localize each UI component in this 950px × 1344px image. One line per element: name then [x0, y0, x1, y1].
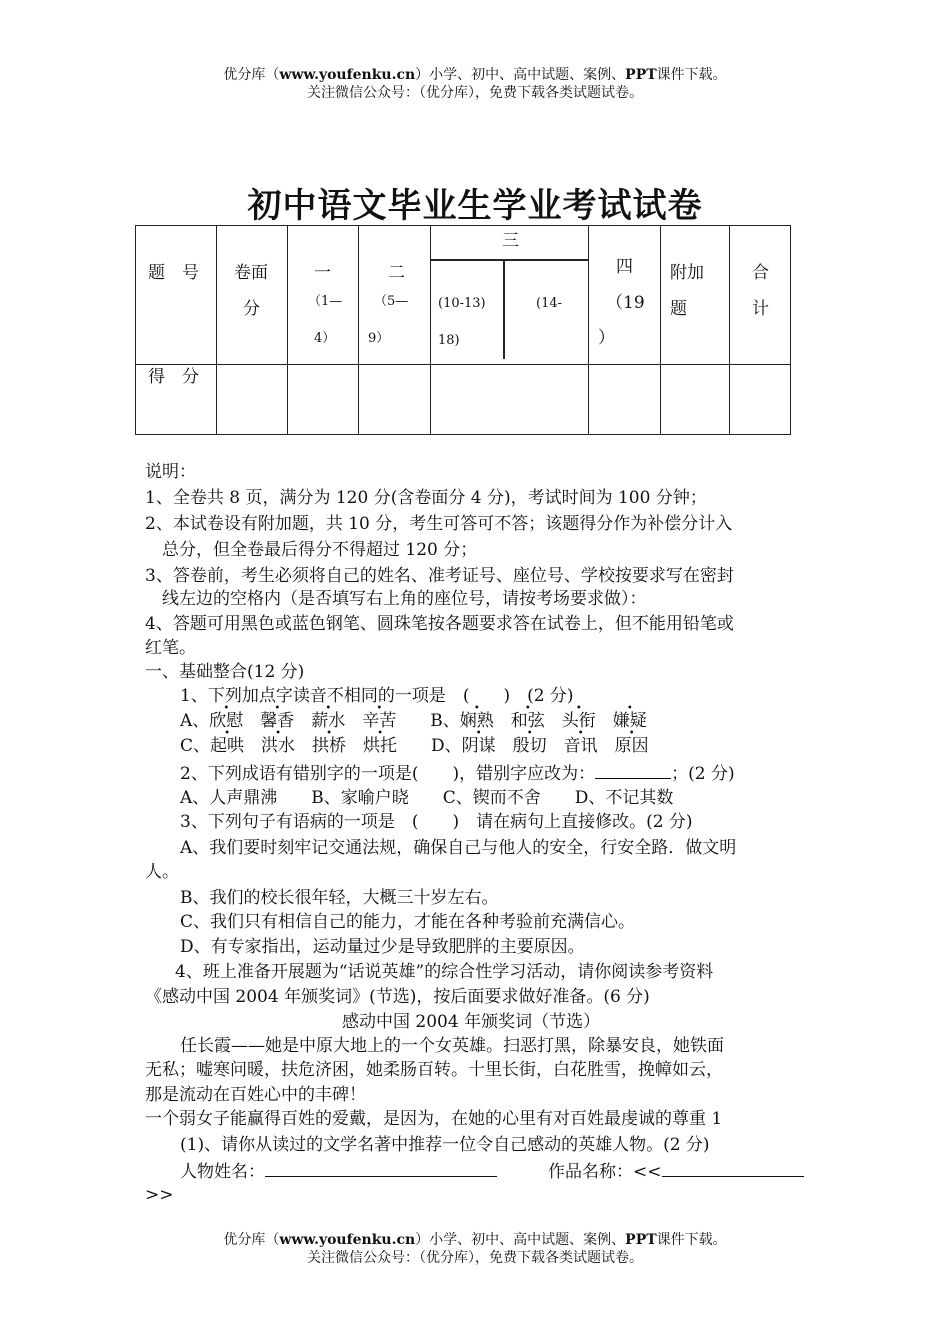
- q1-options-cd: [180, 734, 649, 758]
- col-heji-1: 合: [752, 263, 769, 283]
- option-word: 辛苦: [362, 711, 397, 731]
- footer-site: www.youfenku.cn: [279, 1232, 416, 1248]
- q3-option-d: D、有专家指出，运动量过少是导致肥胖的主要原因。: [180, 937, 585, 957]
- note-4a: 4、答题可用黑色或蓝色钢笔、圆珠笔按各题要求答在试卷上，但不能用铅笔或: [145, 614, 734, 634]
- header-suffix: ）小学、初中、高中试题、案例、: [415, 67, 626, 83]
- col-fujia-2: 题: [670, 299, 687, 319]
- question-4-1: (1)、请你从读过的文学名著中推荐一位令自己感动的英雄人物。(2 分): [180, 1135, 710, 1155]
- header-ppt: PPT: [625, 67, 657, 83]
- header-end: 课件下载。: [656, 67, 727, 83]
- question-4-line-2: 《感动中国 2004 年颁奖词》(节选)，按后面要求做好准备。(6 分): [145, 987, 650, 1007]
- option-word: 殷切: [512, 736, 547, 756]
- footer-suffix: ）小学、初中、高中试题、案例、: [415, 1232, 626, 1248]
- note-2a: 2、本试卷设有附加题，共 10 分，考生可答可不答；该题得分作为补偿分计入: [145, 514, 733, 534]
- option-word: 欣慰: [209, 711, 244, 731]
- option-word: 馨香: [260, 711, 295, 731]
- question-2-text: 2、下列成语有错别字的一项是( )，错别字应改为：: [180, 764, 596, 784]
- work-end: >>: [145, 1185, 174, 1205]
- page-title: 初中语文毕业生学业考试试卷: [247, 186, 703, 226]
- option-word: 起哄: [210, 736, 245, 756]
- col-heji-2: 计: [752, 299, 769, 319]
- option-word: 嫌疑: [612, 711, 647, 731]
- passage-line-3: 那是流动在百姓心中的丰碑！: [145, 1085, 366, 1105]
- option-word: 洪水: [261, 736, 296, 756]
- option-label: C、: [180, 736, 211, 756]
- header-line-2: 关注微信公众号：（优分库），免费下载各类试题试卷。: [307, 85, 643, 101]
- q3-option-a-2: 人。: [145, 862, 179, 882]
- note-4b: 红笔。: [145, 638, 196, 658]
- question-1: 1、下列加点字读音不相同的一项是 ( ) (2 分): [180, 686, 574, 706]
- passage-line-1: 任长霞——她是中原大地上的一个女英雄。扫恶打黑，除暴安良，她铁面: [180, 1036, 724, 1056]
- answer-row: [180, 1158, 804, 1184]
- question-3: 3、下列句子有语病的一项是 ( ) 请在病句上直接修改。(2 分): [180, 812, 693, 832]
- col-one-range-1: （1—: [308, 294, 343, 309]
- page-header: [0, 66, 950, 102]
- col-four: 四: [616, 257, 633, 277]
- option-word: 拱桥: [312, 736, 347, 756]
- score-table: [135, 225, 791, 435]
- option-label: A、: [180, 711, 210, 731]
- note-2b: 总分，但全卷最后得分不得超过 120 分；: [162, 540, 478, 560]
- option-word: 和弦: [510, 711, 545, 731]
- col-four-range-1: （19: [606, 293, 645, 313]
- option-label: B、: [430, 711, 460, 731]
- option: A、人声鼎沸: [180, 788, 278, 808]
- row-score-label: 得 分: [148, 367, 199, 387]
- footer-line-1: [0, 1231, 950, 1249]
- footer-end: 课件下载。: [656, 1232, 727, 1248]
- footer-ppt: PPT: [625, 1232, 657, 1248]
- note-3b: 线左边的空格内（是否填写右上角的座位号，请按考场要求做）：: [162, 589, 647, 609]
- option-label: D、: [431, 736, 462, 756]
- option: D、不记其数: [574, 788, 674, 808]
- col-two: 二: [388, 263, 405, 283]
- option-word: 音讯: [563, 736, 598, 756]
- instructions-heading: 说明：: [145, 462, 196, 482]
- option: B、家喻户晓: [311, 788, 409, 808]
- page-footer: [0, 1231, 950, 1267]
- passage-title: 感动中国 2004 年颁奖词（节选）: [342, 1012, 601, 1032]
- col-four-range-2: ）: [598, 328, 615, 348]
- header-site: www.youfenku.cn: [279, 67, 416, 83]
- section-1-heading: 一、基础整合(12 分): [145, 662, 305, 682]
- col-juanmian-2: 分: [243, 299, 260, 319]
- col-three-a-1: (10-13): [438, 296, 486, 311]
- header-line-1: [0, 66, 950, 84]
- col-fujia-1: 附加: [670, 263, 704, 283]
- q3-option-a-1: A、我们要时刻牢记交通法规，确保自己与他人的安全，行安全路．做文明: [180, 838, 737, 858]
- option-word: 原因: [614, 736, 649, 756]
- footer-prefix: 优分库（: [223, 1232, 280, 1248]
- passage-line-2: 无私；嘘寒问暖，扶危济困，她柔肠百转。十里长街，白花胜雪，挽幛如云，: [145, 1060, 723, 1080]
- option-word: 娴熟: [459, 711, 494, 731]
- q2-options: [180, 786, 673, 810]
- footer-line-2: 关注微信公众号：（优分库），免费下载各类试题试卷。: [307, 1250, 643, 1266]
- option-word: 阴谋: [461, 736, 496, 756]
- name-blank[interactable]: [265, 1158, 497, 1177]
- col-three-b: (14-: [536, 296, 563, 311]
- work-blank[interactable]: [662, 1158, 804, 1177]
- option-word: 薪水: [311, 711, 346, 731]
- work-label: 作品名称：<<: [548, 1162, 662, 1182]
- col-juanmian-1: 卷面: [234, 263, 268, 283]
- header-prefix: 优分库（: [223, 67, 280, 83]
- q3-option-b: B、我们的校长很年轻，大概三十岁左右。: [180, 888, 499, 908]
- note-1: 1、全卷共 8 页，满分为 120 分(含卷面分 4 分)，考试时间为 100 分钟；: [145, 488, 707, 508]
- question-4-line-1: 4、班上准备开展题为“话说英雄”的综合性学习活动，请你阅读参考资料: [175, 962, 714, 982]
- col-three: 三: [502, 231, 519, 251]
- name-label: 人物姓名：: [180, 1162, 265, 1182]
- col-three-a-2: 18): [438, 333, 460, 348]
- col-one-range-2: 4）: [314, 331, 336, 346]
- col-one: 一: [314, 263, 331, 283]
- passage-line-4: 一个弱女子能赢得百姓的爱戴，是因为，在她的心里有对百姓最虔诚的尊重 1: [145, 1109, 723, 1129]
- col-tihao: 题 号: [148, 263, 199, 283]
- q3-option-c: C、我们只有相信自己的能力，才能在各种考验前充满信心。: [180, 912, 636, 932]
- question-2: [180, 760, 735, 786]
- option-word: 头衔: [561, 711, 596, 731]
- col-two-range-1: （5—: [374, 294, 409, 309]
- answer-blank[interactable]: [595, 760, 671, 779]
- option: C、锲而不舍: [442, 788, 541, 808]
- option-word: 烘托: [363, 736, 398, 756]
- question-2-tail: ；(2 分): [671, 764, 735, 784]
- col-two-range-2: 9）: [368, 331, 390, 346]
- note-3a: 3、答卷前，考生必须将自己的姓名、准考证号、座位号、学校按要求写在密封: [145, 566, 734, 586]
